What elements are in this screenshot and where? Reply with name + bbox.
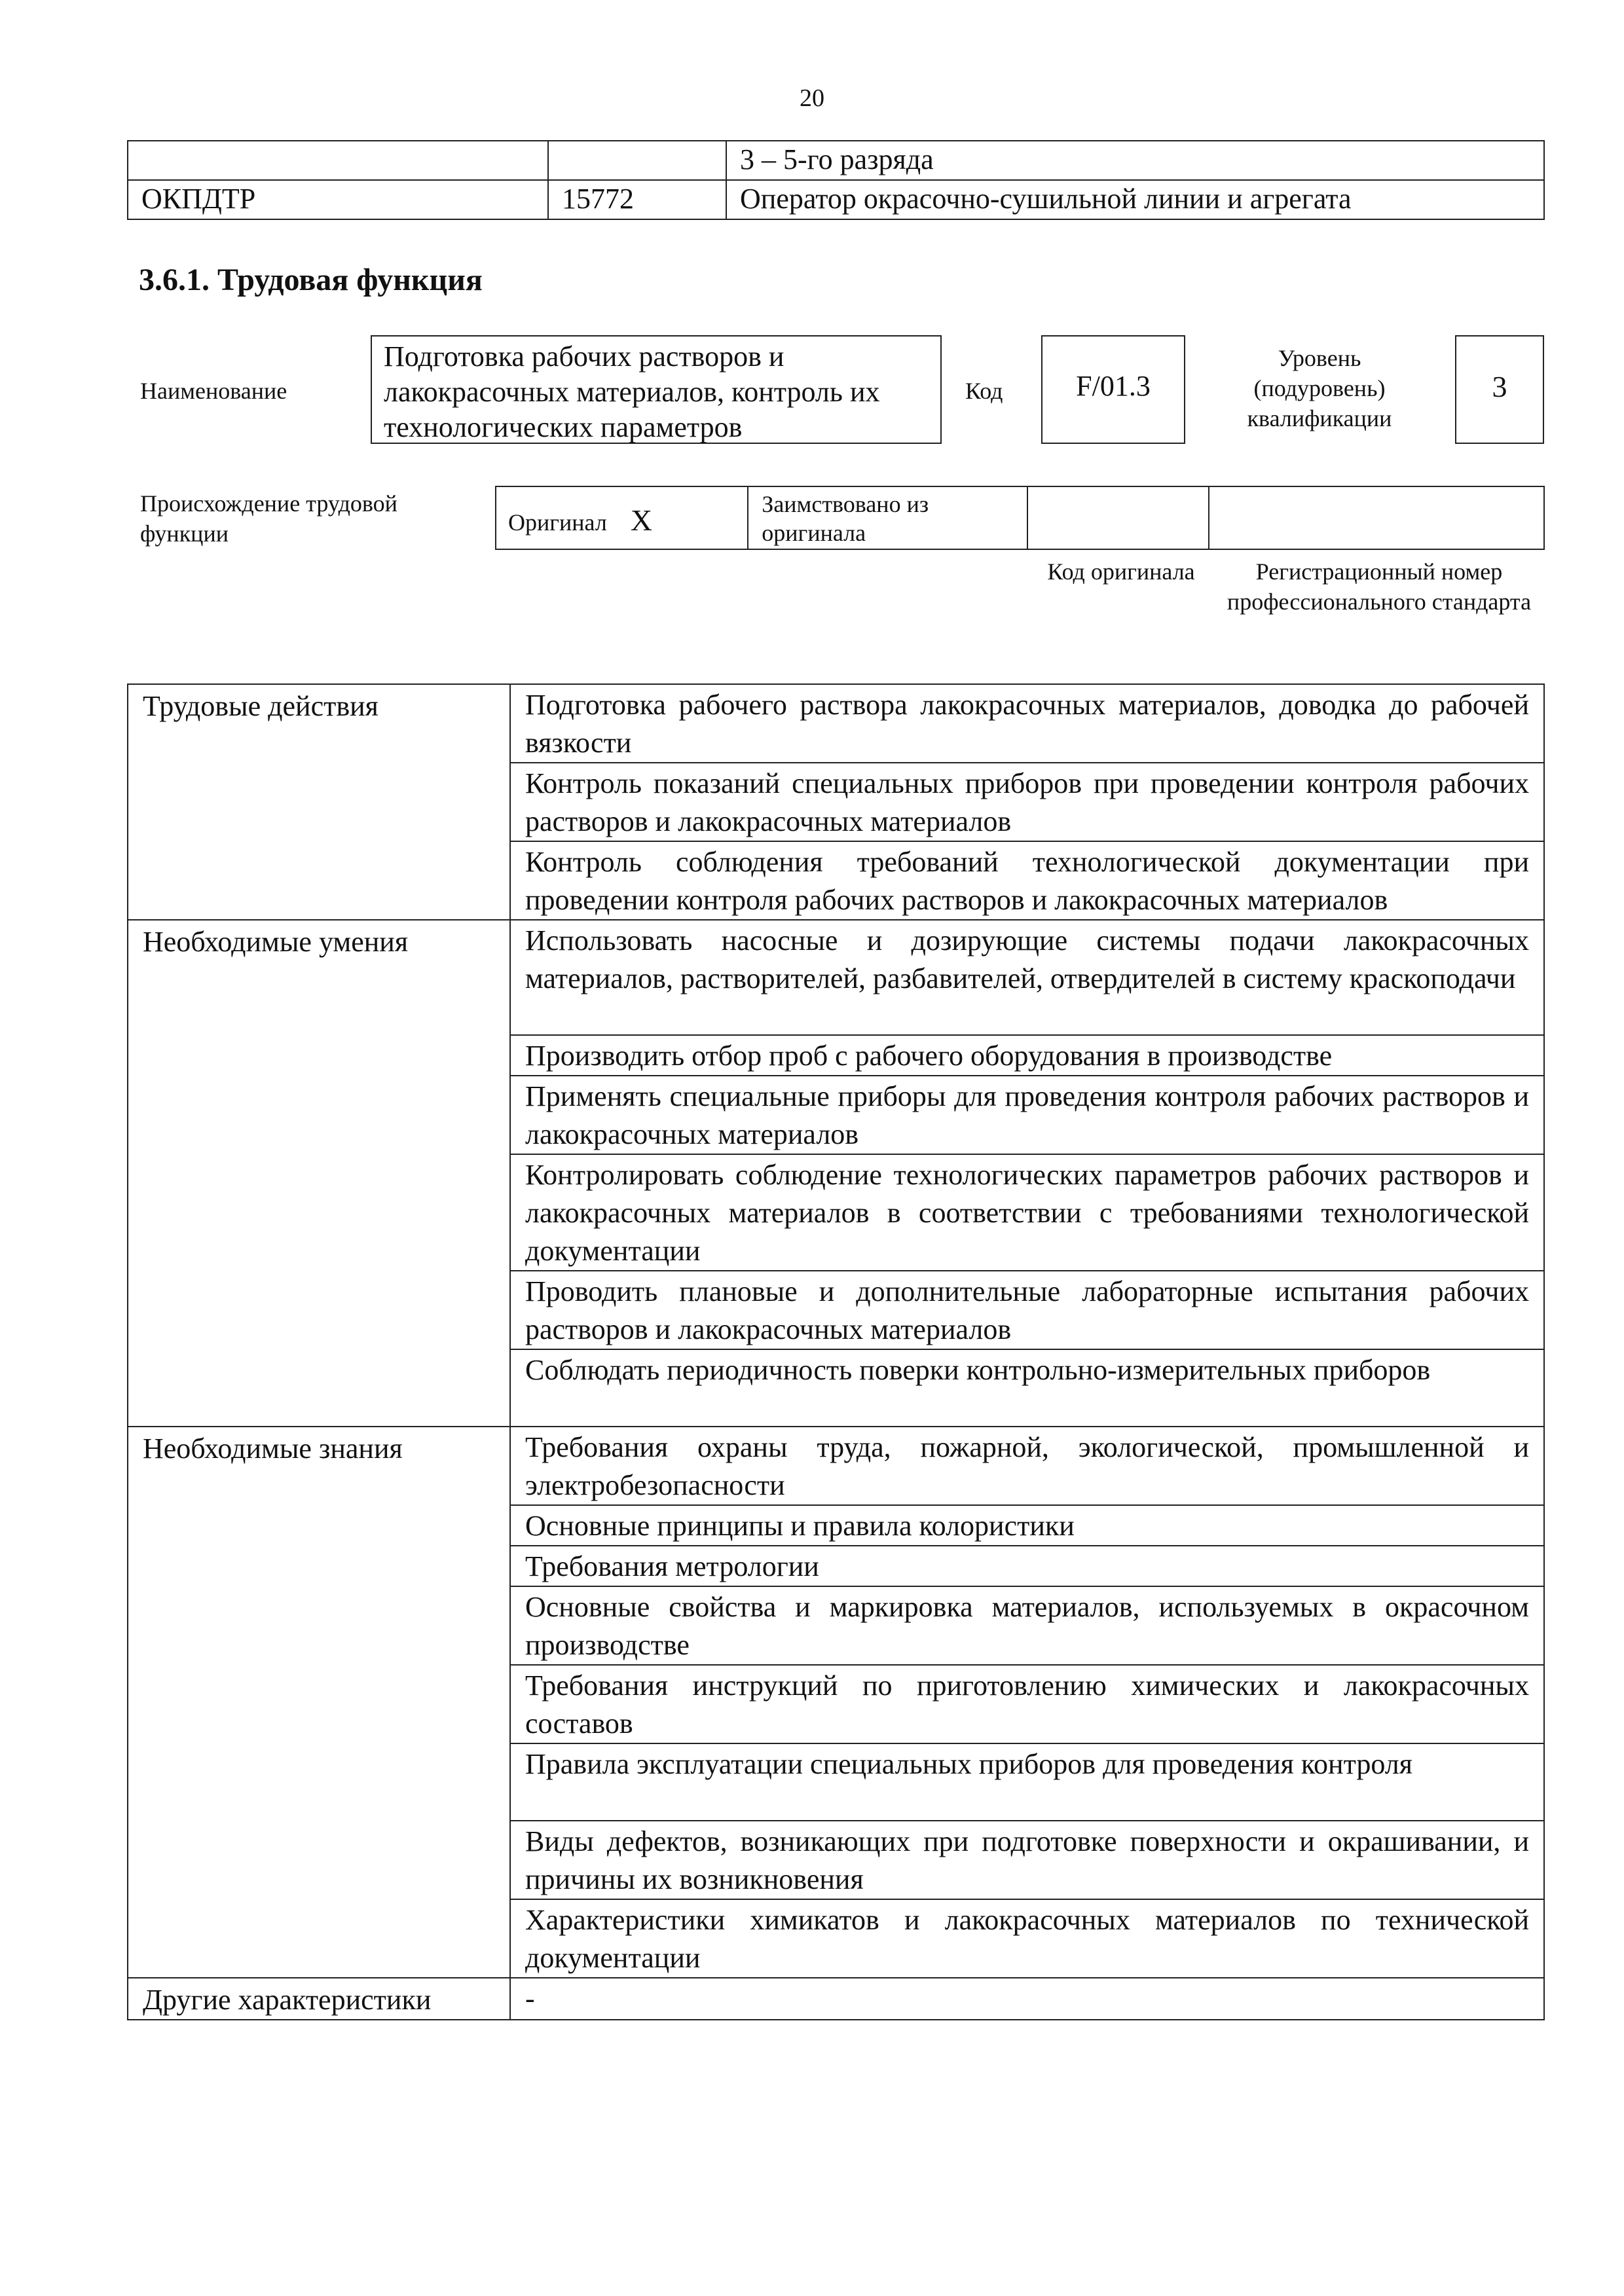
qualification-level-box: 3 bbox=[1455, 335, 1544, 444]
table-cell: Контроль показаний специальных приборов при проведении контроля рабочих растворов и лакокрасочных материалов bbox=[510, 763, 1544, 841]
original-cell bbox=[496, 486, 748, 549]
original-label: Оригинал bbox=[508, 509, 607, 536]
table-cell: Подготовка рабочего раствора лакокрасочных материалов, доводка до рабочей вязкости bbox=[510, 684, 1544, 763]
table-row bbox=[128, 180, 1544, 219]
okpdtr-table bbox=[127, 140, 1545, 220]
table-cell: 15772 bbox=[548, 180, 726, 219]
table-row bbox=[128, 1427, 1544, 1505]
table-cell: Контроль соблюдения требований технологической документации при проведении контроля рабочих растворов и лакокрасочных материалов bbox=[510, 841, 1544, 920]
table-row bbox=[496, 486, 1544, 549]
table-cell: Проводить плановые и дополнительные лабораторные испытания рабочих растворов и лакокрасочных материалов bbox=[510, 1271, 1544, 1349]
qualification-level-label: Уровень (подуровень) квалификации bbox=[1247, 345, 1392, 431]
registration-number-cell bbox=[1209, 486, 1544, 549]
original-mark: X bbox=[630, 503, 653, 537]
table-cell: Виды дефектов, возникающих при подготовке поверхности и окрашивании, и причины их возникновения bbox=[510, 1821, 1544, 1899]
table-cell: Основные принципы и правила колористики bbox=[510, 1505, 1544, 1546]
table-row bbox=[128, 141, 1544, 180]
group-label-required-skills: Необходимые умения bbox=[128, 920, 510, 1427]
group-label-required-knowledge: Необходимые знания bbox=[128, 1427, 510, 1978]
labor-function-table bbox=[127, 683, 1545, 2020]
function-name-box: Подготовка рабочих растворов и лакокрасочных материалов, контроль их технологических параметров bbox=[371, 335, 942, 444]
original-code-cell bbox=[1027, 486, 1208, 549]
origin-table bbox=[495, 486, 1545, 550]
group-label-other-characteristics: Другие характеристики bbox=[128, 1978, 510, 2020]
table-row bbox=[128, 1978, 1544, 2020]
table-row bbox=[128, 684, 1544, 763]
table-row bbox=[128, 920, 1544, 1035]
table-cell bbox=[128, 141, 548, 180]
page-number: 20 bbox=[800, 84, 824, 112]
table-cell: Соблюдать периодичность поверки контрольно-измерительных приборов bbox=[510, 1349, 1544, 1427]
table-cell: ОКПДТР bbox=[128, 180, 548, 219]
code-label: Код bbox=[965, 378, 1003, 404]
table-cell bbox=[548, 141, 726, 180]
table-cell: Использовать насосные и дозирующие системы подачи лакокрасочных материалов, растворителей, разбавителей, отвердителей в систему краскоподачи bbox=[510, 920, 1544, 1035]
table-cell: Применять специальные приборы для проведения контроля рабочих растворов и лакокрасочных материалов bbox=[510, 1076, 1544, 1154]
table-cell: Характеристики химикатов и лакокрасочных материалов по технической документации bbox=[510, 1899, 1544, 1978]
table-cell: - bbox=[510, 1978, 1544, 2020]
group-label-labor-actions: Трудовые действия bbox=[128, 684, 510, 920]
table-cell: Правила эксплуатации специальных приборов для проведения контроля bbox=[510, 1743, 1544, 1821]
table-cell: Требования метрологии bbox=[510, 1546, 1544, 1586]
table-cell: Основные свойства и маркировка материалов, используемых в окрасочном производстве bbox=[510, 1586, 1544, 1665]
section-title: 3.6.1. Трудовая функция bbox=[139, 263, 483, 297]
table-cell: Контролировать соблюдение технологических параметров рабочих растворов и лакокрасочных материалов в соответствии с требованиями технологической документации bbox=[510, 1154, 1544, 1271]
table-cell: Требования охраны труда, пожарной, экологической, промышленной и электробезопасности bbox=[510, 1427, 1544, 1505]
borrowed-cell: Заимствовано из оригинала bbox=[748, 486, 1027, 549]
registration-number-caption: Регистрационный номер профессионального стандарта bbox=[1227, 558, 1532, 615]
origin-label: Происхождение трудовой функции bbox=[140, 490, 397, 547]
table-cell: Производить отбор проб с рабочего оборудования в производстве bbox=[510, 1035, 1544, 1076]
function-code-box: F/01.3 bbox=[1041, 335, 1185, 444]
table-cell: 3 – 5-го разряда bbox=[726, 141, 1544, 180]
table-cell: Оператор окрасочно-сушильной линии и агрегата bbox=[726, 180, 1544, 219]
name-label: Наименование bbox=[140, 378, 287, 404]
table-cell: Требования инструкций по приготовлению химических и лакокрасочных составов bbox=[510, 1665, 1544, 1743]
original-code-caption: Код оригинала bbox=[1047, 558, 1195, 585]
